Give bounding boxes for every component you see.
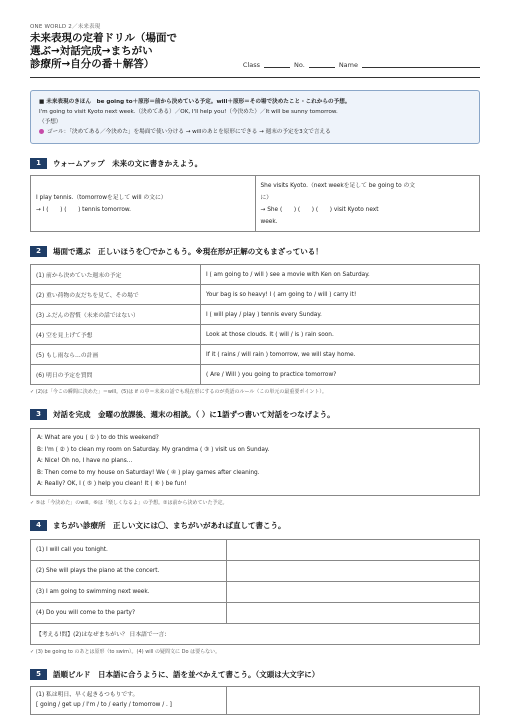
scene-cell: (5) もし雨なら…の計画 bbox=[31, 345, 201, 365]
sentence-cell[interactable]: I ( am going to / will ) see a movie with Ken on Saturday. bbox=[201, 265, 480, 285]
goal-text: ゴール：「決めてある／今決めた」を場面で使い分ける → willのあとを原形にできる → 週末の予定を3文で言える bbox=[47, 129, 331, 135]
title-line: 未来表現の定着ドリル（場面で bbox=[30, 32, 177, 44]
warmup-item-1[interactable] bbox=[31, 176, 256, 232]
section-number: 4 bbox=[30, 520, 47, 531]
section-number: 2 bbox=[30, 246, 47, 257]
basics-examples: I'm going to visit Kyoto next week.（決めてある）／OK, I'll help you!（今決めた）／It will be sunny tomorrow. bbox=[39, 109, 338, 115]
name-field[interactable] bbox=[362, 61, 480, 68]
warmup-prompt: She visits Kyoto.（next weekを足して be going to の文 bbox=[260, 182, 416, 189]
section-title: 対話を完成 金曜の放課後、週末の相談。（ ）に1語ずつ書いて対話をつなげよう。 bbox=[53, 410, 335, 419]
scene-cell: (2) 重い荷物の友だちを見て、その場で bbox=[31, 285, 201, 305]
dialog-line: A: What are you ( ① ) to do this weekend? bbox=[37, 435, 159, 441]
dialog-box[interactable] bbox=[30, 428, 480, 496]
section-5-heading bbox=[30, 669, 480, 680]
section-1-heading bbox=[30, 158, 480, 169]
table-row bbox=[31, 623, 480, 644]
class-label: Class bbox=[242, 61, 261, 69]
section-title: 語順ビルド 日本語に合うように、語を並べかえて書こう。（文頭は大文字に） bbox=[53, 669, 320, 679]
sentence-cell[interactable]: If it ( rains / will rain ) tomorrow, we will stay home. bbox=[201, 345, 480, 365]
scene-cell: (6) 明日の予定を質問 bbox=[31, 365, 201, 385]
basics-box bbox=[30, 90, 480, 144]
word-bank: [ going / get up / I'm / to / early / tomorrow / . ] bbox=[36, 702, 172, 709]
table-row bbox=[31, 345, 480, 365]
section-3-note: ✓ ⑤は「今決めた」のwill。⑥は「楽しくなるよ」の予想。②は前から決めていた予定。 bbox=[30, 499, 228, 506]
warmup-prompt-cont: に） bbox=[260, 194, 273, 201]
table-row bbox=[31, 305, 480, 325]
scene-cell: (4) 空を見上げて予想 bbox=[31, 325, 201, 345]
scene-cell: (1) 前から決めていた週末の予定 bbox=[31, 265, 201, 285]
section-title: まちがい診療所 正しい文には〇、まちがいがあれば直して書こう。 bbox=[53, 520, 286, 530]
no-label: No. bbox=[294, 61, 305, 69]
dialog-line: B: I'm ( ② ) to clean my room on Saturday. My grandma ( ③ ) visit us on Sunday. bbox=[37, 446, 270, 453]
sentence-cell[interactable]: I ( will play / play ) tennis every Sunday. bbox=[201, 305, 480, 325]
word-order-table bbox=[30, 686, 480, 715]
basics-goal bbox=[39, 127, 471, 137]
number-field[interactable] bbox=[309, 61, 335, 68]
table-row bbox=[31, 686, 480, 714]
answer-cell[interactable] bbox=[227, 686, 480, 714]
answer-cell[interactable] bbox=[227, 581, 480, 602]
sentence-cell: (3) I am going to swimming next week. bbox=[31, 581, 227, 602]
warmup-prompt: I play tennis.（tomorrowを足して will の文に） bbox=[36, 194, 167, 201]
table-row bbox=[31, 285, 480, 305]
error-clinic-table bbox=[30, 539, 480, 645]
title-line: 選ぶ→対話完成→まちがい bbox=[30, 45, 153, 57]
table-row bbox=[31, 539, 480, 560]
sentence-cell[interactable]: Look at those clouds. It ( will / is ) rain soon. bbox=[201, 325, 480, 345]
name-label: Name bbox=[338, 61, 358, 69]
warmup-answer: → She ( ) ( ) ( ) visit Kyoto next bbox=[260, 206, 379, 213]
title-line: 診療所→自分の番＋解答） bbox=[30, 58, 155, 70]
warmup-answer-cont: week. bbox=[260, 218, 278, 225]
basics-rule: ■ 未来表現のきほん be going to＋原形＝前から決めている予定。will＋原形＝その場で決めたこと・これからの予想。 bbox=[39, 99, 351, 105]
word-order-item bbox=[31, 686, 227, 714]
table-row bbox=[31, 581, 480, 602]
header-rule bbox=[30, 77, 480, 78]
section-3-heading bbox=[30, 409, 480, 420]
table-row bbox=[31, 325, 480, 345]
section-title: 場面で選ぶ 正しいほうを〇でかこもう。※現在形が正解の文もまざっている！ bbox=[53, 247, 323, 256]
table-row bbox=[31, 560, 480, 581]
section-4-heading bbox=[30, 520, 480, 531]
dialog-line: A: Nice! Oh no, I have no plans... bbox=[37, 458, 133, 465]
class-field[interactable] bbox=[264, 61, 290, 68]
think-question-cell[interactable]: 【考える!問】(2)はなぜまちがい？ 日本語で一言: bbox=[31, 623, 480, 644]
warmup-item-2[interactable] bbox=[255, 176, 480, 232]
dialog-line: A: Really? OK, I ( ⑤ ) help you clean! It ( ⑥ ) be fun! bbox=[37, 481, 187, 488]
sentence-cell: (2) She will plays the piano at the concert. bbox=[31, 560, 227, 581]
scene-cell: (3) ふだんの習慣（未来の話ではない） bbox=[31, 305, 201, 325]
table-row bbox=[31, 365, 480, 385]
page-title bbox=[30, 32, 240, 71]
table-row bbox=[31, 602, 480, 623]
warmup-table bbox=[30, 175, 480, 232]
section-title: ウォームアップ 未来の文に書きかえよう。 bbox=[53, 159, 203, 168]
series-label: ONE WORLD 2／未来表現 bbox=[30, 24, 101, 30]
section-2-note: ✓ (2)は「今この瞬間に決めた」＝will。(5)は if の中＝未来の話でも現在形にするのが英語のルール（この単元の最重要ポイント）。 bbox=[30, 389, 327, 395]
choice-table bbox=[30, 264, 480, 385]
answer-cell[interactable] bbox=[227, 539, 480, 560]
sentence-cell: (1) I will call you tonight. bbox=[31, 539, 227, 560]
sentence-cell: (4) Do you will come to the party? bbox=[31, 602, 227, 623]
answer-cell[interactable] bbox=[227, 602, 480, 623]
basics-examples-cont: （予想） bbox=[39, 119, 62, 125]
sentence-cell[interactable]: Your bag is so heavy! I ( am going to / will ) carry it! bbox=[201, 285, 480, 305]
section-2-heading bbox=[30, 246, 480, 257]
section-number: 1 bbox=[30, 158, 47, 169]
japanese-prompt: (1) 私は明日、早く起きるつもりです。 bbox=[36, 692, 139, 699]
section-number: 3 bbox=[30, 409, 47, 420]
sentence-cell[interactable]: ( Are / Will ) you going to practice tomorrow? bbox=[201, 365, 480, 385]
goal-icon bbox=[39, 129, 44, 134]
student-info bbox=[243, 61, 480, 69]
warmup-answer: → I ( ) ( ) tennis tomorrow. bbox=[36, 206, 131, 213]
answer-cell[interactable] bbox=[227, 560, 480, 581]
section-4-note: ✓ (3) be going to のあとは原形（to swim）。(4) will の疑問文に Do は要らない。 bbox=[30, 648, 221, 655]
section-number: 5 bbox=[30, 669, 47, 680]
table-row bbox=[31, 265, 480, 285]
dialog-line: B: Then come to my house on Saturday! We ( ④ ) play games after cleaning. bbox=[37, 469, 260, 476]
header bbox=[30, 32, 480, 71]
